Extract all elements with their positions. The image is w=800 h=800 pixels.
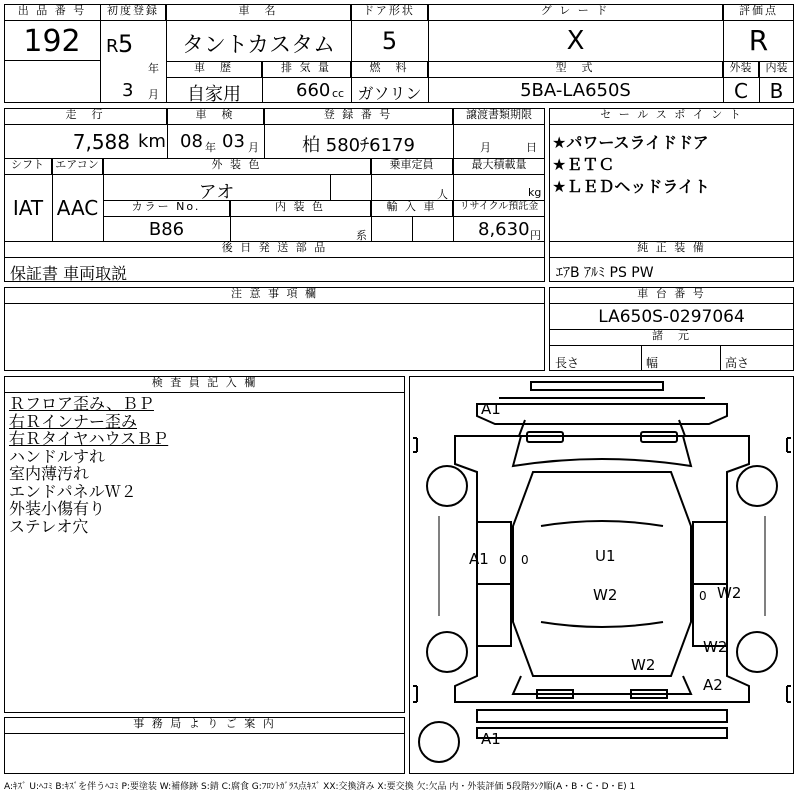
era-letter: R — [106, 36, 119, 57]
load-unit: kg — [528, 186, 542, 199]
exterior-header: 外装 — [723, 61, 759, 78]
dim-height-label: 高さ — [725, 356, 750, 370]
fuel-value: ガソリン — [357, 84, 422, 103]
max-load-header: 最大積載量 — [453, 158, 545, 175]
mark-a2-rear: A2 — [703, 676, 723, 694]
interior-header: 内装 — [759, 61, 794, 78]
front-grille — [519, 420, 685, 436]
dim-length-label: 長さ — [555, 356, 580, 370]
right-bracket-top — [787, 438, 791, 452]
color-no-header: カラー No. — [103, 200, 230, 217]
front-bumper — [531, 382, 663, 390]
displacement-header: 排 気 量 — [262, 61, 351, 78]
model-header: 型 式 — [428, 61, 723, 78]
capacity-header: 乗車定員 — [371, 158, 453, 175]
grade-value: X — [566, 26, 585, 56]
inspection-year: 08 — [180, 131, 203, 152]
int-color-header: 内 装 色 — [230, 200, 371, 217]
wheel-front-left — [427, 466, 467, 506]
dim-width-label: 幅 — [646, 356, 659, 370]
grade-header: グ レ ー ド — [428, 4, 723, 21]
first-reg-header: 初度登録 — [101, 4, 166, 21]
inspection-month-unit: 月 — [248, 141, 259, 154]
recycle-value: 8,630 — [478, 219, 530, 240]
dims-header: 諸 元 — [549, 329, 794, 346]
ext-color-header: 外 装 色 — [103, 158, 371, 175]
inspection-year-unit: 年 — [205, 141, 216, 154]
inspector-header: 検 査 員 記 入 欄 — [4, 376, 405, 393]
mileage-header: 走 行 — [4, 108, 167, 125]
inspector-note-line: 右Ｒインナー歪み — [9, 411, 138, 431]
chassis-header: 車 台 番 号 — [549, 287, 794, 304]
model-value: 5BA-LA650S — [520, 80, 631, 101]
left-bracket-top — [413, 438, 417, 452]
transfer-header: 譲渡書類期限 — [453, 108, 545, 125]
inspector-note-line: ステレオ穴 — [9, 516, 89, 536]
recycle-unit: 円 — [530, 229, 541, 242]
shift-value: IAT — [12, 196, 44, 220]
chassis-number: LA650S-0297064 — [598, 307, 745, 327]
color-no-value: B86 — [148, 219, 185, 240]
mark-w2-rear: W2 — [631, 656, 656, 674]
int-color-unit: 系 — [356, 229, 367, 242]
shift-header: シフト — [4, 158, 52, 175]
year-unit: 年 — [148, 62, 159, 75]
roof-panel — [513, 472, 691, 676]
import-header: 輸 入 車 — [371, 200, 453, 217]
mark-zero-left: 0 — [499, 553, 507, 567]
mark-u1: U1 — [595, 547, 616, 565]
roof-rear-line — [541, 622, 663, 627]
inspector-note-line: 外装小傷有り — [9, 499, 106, 518]
inspector-notes-list — [9, 395, 399, 535]
mark-w2-right: W2 — [717, 584, 742, 602]
notes-header: 注 意 事 項 欄 — [4, 287, 545, 304]
inspection-header: 車 検 — [167, 108, 264, 125]
inspector-note-line: Ｒフロア歪み、ＢＰ — [9, 394, 154, 413]
inspector-note-line: エンドパネルＷ２ — [9, 481, 137, 501]
roof-front-line — [541, 521, 663, 526]
mark-a1-left: A1 — [469, 550, 489, 568]
rear-bumper — [477, 728, 727, 738]
windshield — [513, 436, 691, 466]
month-unit: 月 — [148, 88, 159, 101]
door-count: 5 — [381, 27, 398, 55]
era-year: 5 — [118, 30, 134, 58]
lot-number: 192 — [23, 24, 81, 59]
transfer-month-unit: 月 — [480, 141, 491, 154]
hood-outline — [477, 404, 727, 424]
sales-point-3: ★ＬＥＤヘッドライト — [552, 177, 710, 196]
aircon-header: エアコン — [52, 158, 103, 175]
score-header: 評価点 — [723, 4, 794, 21]
reg-month: 3 — [122, 80, 134, 101]
car-diagram — [409, 376, 795, 774]
car-diagram-svg — [409, 376, 795, 774]
mileage-value: 7,588 — [72, 130, 130, 154]
sales-point-header: セ ー ル ス ポ イ ン ト — [549, 108, 794, 125]
inspection-month: 03 — [222, 131, 245, 152]
car-name-header: 車 名 — [166, 4, 351, 21]
later-parts-header: 後 日 発 送 部 品 — [4, 241, 545, 258]
mileage-unit: km — [138, 131, 166, 152]
car-name: タントカスタム — [181, 33, 336, 58]
later-parts-value: 保証書 車両取説 — [10, 264, 128, 283]
history-value: 自家用 — [187, 84, 241, 105]
history-header: 車 歴 — [166, 61, 262, 78]
displacement-value: 660 — [296, 80, 331, 101]
door-header: ドア形状 — [351, 4, 428, 21]
spare-wheel — [419, 722, 459, 762]
score-value: R — [748, 24, 769, 57]
legend-text: A:ｷｽﾞ U:ﾍｺﾐ B:ｷｽﾞを伴うﾍｺﾐ P:要塗装 W:補修跡 S:錆 C:腐食 G:ﾌﾛﾝﾄｶﾞﾗｽ点ｷｽﾞ XX:交換済み X:要交換 欠:欠品 内・外装評価 5段階ﾗﾝｸ順(A・B・C・D・E) 1 — [4, 782, 636, 792]
interior-grade: B — [769, 79, 784, 103]
inspector-note-line: 室内薄汚れ — [9, 464, 90, 483]
recycle-header: リサイクル預託金 — [453, 200, 545, 217]
genuine-value: ｴｱB ｱﾙﾐ PS PW — [556, 265, 654, 281]
right-bracket-bottom — [787, 686, 791, 702]
mark-w2-right-rear: W2 — [703, 638, 728, 656]
sales-point-1: ★パワースライドドア — [552, 133, 709, 152]
body-outline — [455, 436, 749, 702]
left-rear-door — [477, 584, 511, 646]
sales-point-2: ★ＥＴＣ — [552, 155, 615, 174]
ext-color-value: アオ — [198, 182, 235, 203]
mark-a1-bottom: A1 — [481, 730, 501, 748]
aircon-value: AAC — [56, 196, 99, 220]
capacity-unit: 人 — [437, 188, 448, 201]
wheel-rear-left — [427, 632, 467, 672]
genuine-header: 純 正 装 備 — [549, 241, 794, 258]
inspector-note-line: 右ＲタイヤハウスＢＰ — [9, 429, 169, 448]
rear-bumper-top — [477, 710, 727, 722]
reg-no-header: 登 録 番 号 — [264, 108, 453, 125]
office-header: 事 務 局 よ り ご 案 内 — [4, 717, 405, 734]
registration-number: 柏 580ﾁ6179 — [302, 135, 415, 156]
fuel-header: 燃 料 — [351, 61, 428, 78]
lot-no-header: 出 品 番 号 — [4, 4, 101, 21]
transfer-day-unit: 日 — [526, 141, 537, 154]
right-front-door — [693, 522, 727, 584]
wheel-rear-right — [737, 632, 777, 672]
mark-a1-front: A1 — [481, 400, 501, 418]
exterior-grade: C — [734, 79, 748, 103]
rear-window — [513, 676, 691, 694]
mark-zero-right: 0 — [699, 589, 707, 603]
inspector-note-line: ハンドルすれ — [9, 446, 106, 466]
mark-zero-mid: 0 — [521, 553, 529, 567]
wheel-front-right — [737, 466, 777, 506]
left-bracket-bottom — [413, 686, 417, 702]
displacement-unit: cc — [332, 87, 345, 100]
mark-w2-center: W2 — [593, 586, 618, 604]
